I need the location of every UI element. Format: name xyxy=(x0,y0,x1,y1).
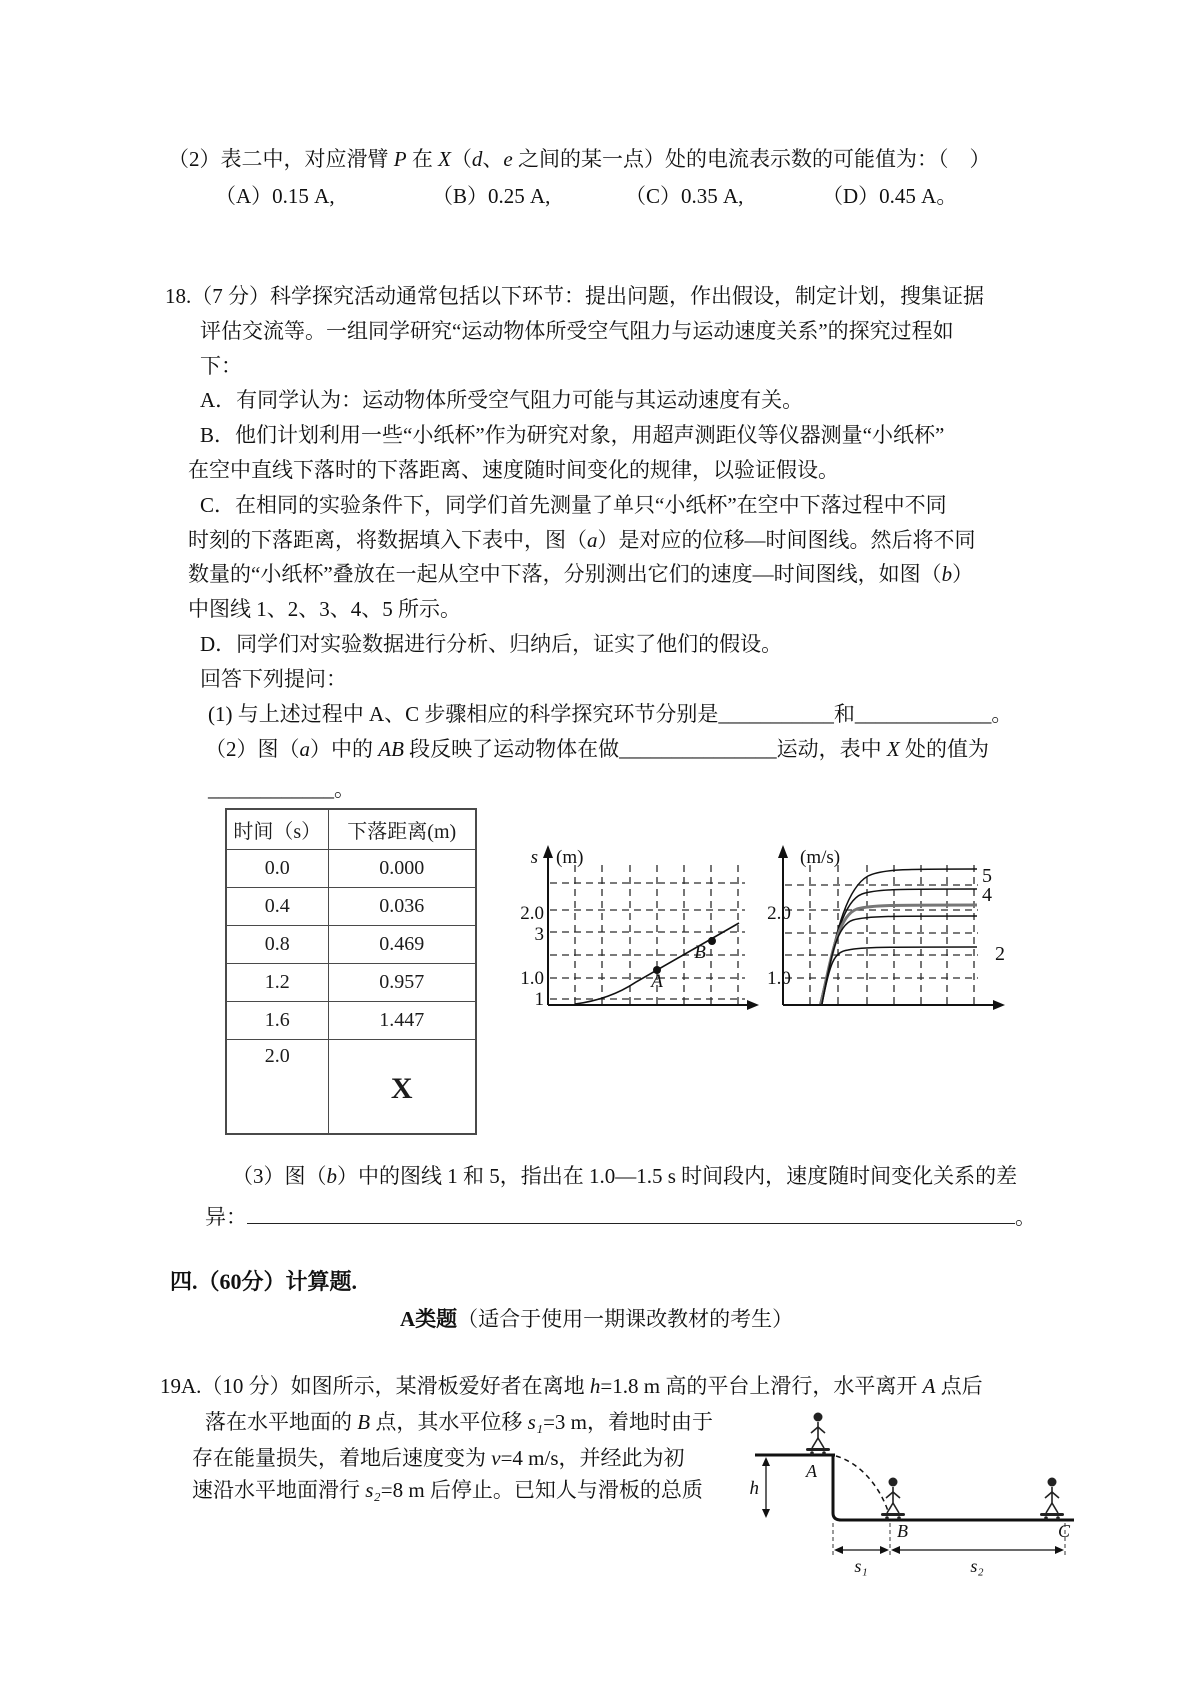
graph-a-xaxis-arrow xyxy=(747,1000,759,1010)
q18-sub3-suffix: 。 xyxy=(1015,1205,1036,1230)
q18-sub2-blank: ____________。 xyxy=(208,777,355,801)
q18-line: A．有同学认为：运动物体所受空气阻力可能与其运动速度有关。 xyxy=(200,388,804,412)
q18-sub1: (1) 与上述过程中 A、C 步骤相应的科学探究环节分别是___________和_____________。 xyxy=(208,702,1013,726)
s1-arrow-right xyxy=(880,1546,889,1554)
q19a-line: 19A.（10 分）如图所示，某滑板爱好者在离地 h=1.8 m 高的平台上滑行，水平离开 A 点后 xyxy=(160,1374,983,1398)
dimension-guides xyxy=(833,1523,1065,1556)
table-cell: 0.469 xyxy=(328,925,476,963)
graph-b-tick-10: 1.0 xyxy=(767,968,791,989)
q18-line: 下： xyxy=(200,354,242,378)
table-row xyxy=(226,925,476,963)
table-cell-x-unknown: X xyxy=(328,1039,476,1134)
table-cell: 0.0 xyxy=(226,849,328,887)
q18-line: 18.（7 分）科学探究活动通常包括以下环节：提出问题，作出假设，制定计划，搜集证据 xyxy=(165,284,984,308)
option-d: （D）0.45 A。 xyxy=(822,184,958,208)
q18-sub3-blank-line xyxy=(205,1201,1036,1231)
answer-blank-line xyxy=(247,1201,1015,1224)
q18-line: 回答下列提问： xyxy=(200,667,347,691)
q19a-line: 落在水平地面的 B 点，其水平位移 s₁=3 m，着地时由于 xyxy=(205,1410,713,1434)
graph-b-curve-label-2: 2 xyxy=(995,943,1005,965)
graph-b-velocity-time xyxy=(765,845,1010,1017)
q18-line: 中图线 1、2、3、4、5 所示。 xyxy=(188,597,461,621)
skater-figure-b xyxy=(881,1478,905,1520)
graph-a-tick-3: 3 xyxy=(534,924,544,945)
fall-trajectory-dashed xyxy=(836,1456,889,1514)
q19a-line: 存在能量损失，着地后速度变为 v=4 m/s，并经此为初 xyxy=(192,1446,685,1470)
graph-b-grid xyxy=(785,865,978,1004)
table-header-time: 时间（s） xyxy=(226,809,328,849)
table-cell: 0.4 xyxy=(226,887,328,925)
option-b: （B）0.25 A, xyxy=(432,184,551,208)
table-cell: 1.6 xyxy=(226,1001,328,1039)
option-a: （A）0.15 A, xyxy=(215,184,335,208)
graph-a-point-b-label: B xyxy=(694,942,706,963)
point-a-label: A xyxy=(806,1461,817,1481)
graph-a-point-a-label: A xyxy=(651,971,663,992)
graph-a-yaxis-var: s xyxy=(530,847,538,868)
table-header-distance: 下落距离(m) xyxy=(328,809,476,849)
q17-2-stem: （2）表二中，对应滑臂 P 在 X（d、e 之间的某一点）处的电流表示数的可能值为：（ ） xyxy=(168,147,991,171)
option-c: （C）0.35 A, xyxy=(625,184,744,208)
point-c-label: C xyxy=(1058,1521,1071,1541)
skater-figure-platform xyxy=(806,1413,830,1455)
fall-data-table xyxy=(225,808,477,1135)
graph-b-yaxis-arrow xyxy=(778,845,788,858)
graph-a-displacement-time xyxy=(505,845,763,1017)
a-type-heading xyxy=(400,1306,793,1333)
table-cell: 0.000 xyxy=(328,849,476,887)
table-header-row xyxy=(226,809,476,849)
graph-a-yaxis-unit: (m) xyxy=(556,847,584,868)
table-row xyxy=(226,1039,476,1134)
point-b-label: B xyxy=(897,1521,908,1541)
graph-a-tick-20: 2.0 xyxy=(520,903,544,924)
q18-sub2: （2）图（a）中的 AB 段反映了运动物体在做_______________运动，表中 X 处的值为 xyxy=(205,737,989,761)
q18-sub3: （3）图（b）中的图线 1 和 5，指出在 1.0—1.5 s 时间段内，速度随时间变化关系的差 xyxy=(232,1164,1018,1188)
s2-arrow-right xyxy=(1055,1546,1064,1554)
graph-a-axes xyxy=(548,856,750,1005)
graph-b-curve-label-5: 5 xyxy=(982,865,992,887)
q18-line: 数量的“小纸杯”叠放在一起从空中下落，分别测出它们的速度—时间图线，如图（b） xyxy=(188,562,974,586)
q18-line: 评估交流等。一组同学研究“运动物体所受空气阻力与运动速度关系”的探究过程如 xyxy=(200,319,954,343)
graph-a-grid xyxy=(550,865,745,1004)
a-type-rest: （适合于使用一期课改教材的考生） xyxy=(457,1307,794,1331)
a-type-bold: A类题 xyxy=(400,1307,458,1331)
platform-edge xyxy=(833,1455,841,1520)
table-cell: 0.036 xyxy=(328,887,476,925)
h-arrow-up xyxy=(762,1457,770,1466)
section-4-title: 四.（60分）计算题. xyxy=(170,1269,358,1294)
q18-line: B．他们计划利用一些“小纸杯”作为研究对象，用超声测距仪等仪器测量“小纸杯” xyxy=(200,423,945,447)
table-row xyxy=(226,963,476,1001)
table-row xyxy=(226,849,476,887)
table-cell: 2.0 xyxy=(226,1039,328,1134)
h-arrow-down xyxy=(762,1509,770,1518)
platform-and-ground xyxy=(755,1455,1074,1520)
graph-b-axes xyxy=(783,856,996,1005)
q17-2-options xyxy=(0,180,1200,210)
graph-b-xaxis-arrow xyxy=(993,1000,1005,1010)
q18-line: 时刻的下落距离，将数据填入下表中，图（a）是对应的位移—时间图线。然后将不同 xyxy=(188,528,976,552)
graph-a-yaxis-arrow xyxy=(543,845,553,858)
table-row xyxy=(226,1001,476,1039)
s2-arrow-left xyxy=(891,1546,900,1554)
skateboard-diagram xyxy=(740,1408,1080,1583)
q18-sub3-prefix: 异： xyxy=(205,1205,247,1230)
graph-b-yaxis-unit: (m/s) xyxy=(800,847,841,868)
table-cell: 1.447 xyxy=(328,1001,476,1039)
s1-arrow-left xyxy=(834,1546,843,1554)
skater-figure-c xyxy=(1040,1478,1064,1520)
graph-a-tick-10: 1.0 xyxy=(520,968,544,989)
graph-a-point-b-dot xyxy=(708,937,716,945)
s2-label: s₂ xyxy=(970,1556,984,1576)
table-cell: 0.957 xyxy=(328,963,476,1001)
graph-a-tick-1: 1 xyxy=(534,989,544,1010)
q18-line: D．同学们对实验数据进行分析、归纳后，证实了他们的假设。 xyxy=(200,632,783,656)
table-cell: 0.8 xyxy=(226,925,328,963)
graph-b-curve-label-4: 4 xyxy=(982,884,992,906)
vt-curve-2 xyxy=(822,916,977,1004)
table-cell: 1.2 xyxy=(226,963,328,1001)
s1-label: s₁ xyxy=(854,1556,868,1576)
graph-b-curves xyxy=(820,869,977,1004)
q18-line: 在空中直线下落时的下落距离、速度随时间变化的规律，以验证假设。 xyxy=(188,458,839,482)
q19a-line: 速沿水平地面滑行 s₂=8 m 后停止。已知人与滑板的总质 xyxy=(192,1478,703,1502)
graph-b-tick-20: 2.0 xyxy=(767,903,791,924)
h-label: h xyxy=(749,1478,759,1499)
table-row xyxy=(226,887,476,925)
q18-line: C．在相同的实验条件下，同学们首先测量了单只“小纸杯”在空中下落过程中不同 xyxy=(200,493,947,517)
